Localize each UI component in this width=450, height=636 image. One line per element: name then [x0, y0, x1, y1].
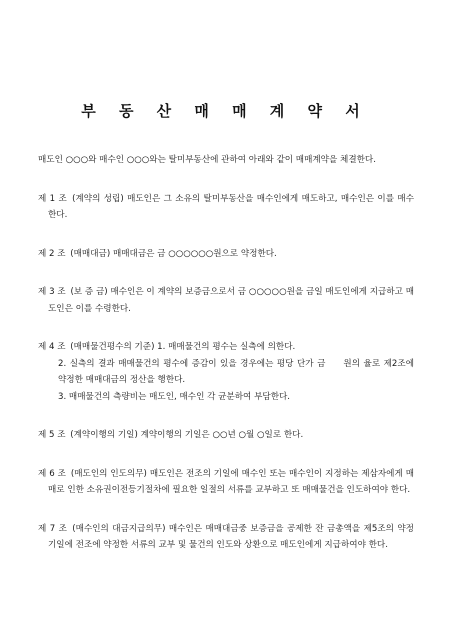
- article-text: 계약이행의 기일은 ○○년 ○월 ○일로 한다.: [140, 430, 304, 440]
- article-heading: (계약의 성립): [72, 193, 124, 204]
- article-5: [38, 427, 414, 444]
- article-number: 제 4 조: [38, 342, 66, 352]
- article-number: 제 3 조: [38, 287, 66, 297]
- article-heading: (매매물건평수의 기준): [70, 342, 155, 352]
- subitem-text: 2. 실측의 결과 매매물건의 평수에 증감이 있을 경우에는 평당 단가 금: [58, 358, 326, 369]
- article-4: [38, 339, 414, 405]
- subitem-text: 3. 매매물건의 측량비는 매도인, 매수인 각 균분하여 부담한다.: [58, 391, 291, 402]
- article-4-subitem-3: [48, 389, 414, 406]
- subitem-text: 원의 율로 제2조에 약정한 매매대금의 정산을 행한다.: [58, 358, 414, 385]
- article-text: 매매대금은 금 ○○○○○○원으로 약정한다.: [112, 248, 277, 259]
- article-text: 매수인은 이 계약의 보증금으로서 금 ○○○○○원을 금일 매도인에게 지급하고 매도인은 이를 수령한다.: [48, 287, 415, 314]
- article-3: [38, 284, 414, 317]
- intro-paragraph: 매도인 ○○○와 매수인 ○○○와는 탈미부동산에 관하여 아래와 같이 매매계약을 체결한다.: [38, 155, 376, 165]
- article-number: 제 1 조: [38, 193, 67, 204]
- article-heading: (매매대금): [70, 248, 111, 259]
- article-1: [38, 191, 414, 224]
- article-text: 매도인은 그 소유의 탈미부동산을 매수인에게 매도하고, 매수인은 이를 매수한다.: [48, 193, 414, 220]
- article-number: 제 2 조: [38, 248, 66, 259]
- article-4-subitem-2: [48, 356, 414, 389]
- article-number: 제 6 조: [38, 468, 66, 479]
- document-body: [38, 152, 414, 576]
- article-heading: (보 증 금): [70, 287, 108, 297]
- article-number: 제 7 조: [38, 523, 67, 534]
- article-2: [38, 246, 414, 263]
- article-text: 1. 매매물건의 평수는 실측에 의한다.: [157, 342, 296, 352]
- article-number: 제 5 조: [38, 430, 66, 440]
- article-6: [38, 466, 414, 499]
- document-title: 부 동 산 매 매 계 약 서: [81, 102, 369, 120]
- article-text: 매도인은 전조의 기일에 매수인 또는 매수인이 지정하는 제삼자에게 매매로 인한 소유권이전등기절차에 필요한 일절의 서류를 교부하고 또 매매물건을 인도하여야 한다.: [48, 468, 414, 495]
- article-heading: (매도인의 인도의무): [70, 468, 147, 479]
- article-text: 매수인은 매매대금중 보증금을 공제한 잔 금총액을 제5조의 약정기일에 전조에 약정한 서류의 교부 및 물건의 인도와 상환으로 매도인에게 지급하여야 한다.: [48, 523, 414, 550]
- article-7: [38, 521, 414, 554]
- article-heading: (계약이행의 기일): [70, 430, 138, 440]
- article-heading: (매수인의 대금지급의무): [72, 523, 166, 534]
